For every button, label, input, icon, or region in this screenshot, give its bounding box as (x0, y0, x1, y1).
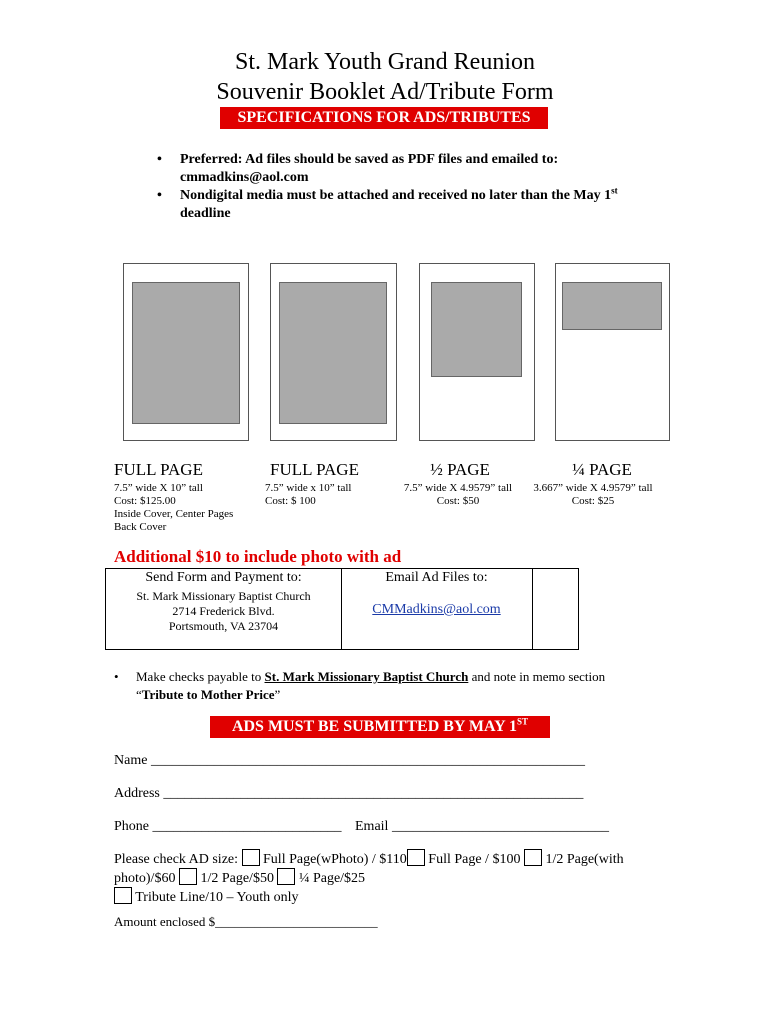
bullet-text (180, 187, 670, 205)
email-cell (341, 569, 533, 649)
option-label: Tribute Line/10 – Youth only (135, 890, 299, 905)
ad-area (431, 282, 522, 377)
list-item (150, 151, 670, 187)
quote-mark: “ (136, 687, 142, 702)
payee-name: St. Mark Missionary Baptist Church (264, 669, 469, 684)
address-line: St. Mark Missionary Baptist Church (136, 589, 311, 603)
checkbox-half-photo[interactable] (524, 849, 542, 866)
send-cell (106, 569, 342, 649)
bullet-icon: • (114, 669, 119, 684)
amount-field[interactable] (114, 914, 378, 930)
size-dims: 7.5” wide X 4.9579” tall (403, 482, 513, 494)
option-label: Full Page / $100 (428, 852, 521, 867)
size-label: FULL PAGE (114, 460, 203, 479)
quote-mark: ” (274, 687, 281, 702)
size-details (265, 482, 351, 508)
phone-line[interactable]: ___________________________ (152, 819, 342, 834)
bullet-text: Preferred: Ad files should be saved as PDF files and emailed to: (180, 152, 559, 167)
option-label: Full Page(wPhoto) / $110 (263, 852, 407, 867)
ad-area (279, 282, 387, 424)
size-cost: Cost: $50 (436, 495, 480, 507)
checkbox-quarter[interactable] (277, 868, 295, 885)
email-label: Email (355, 819, 389, 834)
page-thumbnail-full-2 (270, 263, 397, 441)
phone-field[interactable] (114, 819, 609, 835)
page-thumbnail-full-1 (123, 263, 249, 441)
ad-area (562, 282, 662, 330)
size-note: Inside Cover, Center Pages (114, 508, 234, 520)
size-cost: Cost: $25 (571, 495, 615, 507)
bullet-text-cont: deadline (180, 206, 231, 221)
size-label: ¼ PAGE (572, 460, 632, 479)
deadline-superscript: ST (517, 716, 529, 727)
deadline-text: ADS MUST BE SUBMITTED BY MAY 1 (231, 718, 518, 735)
size-label: FULL PAGE (270, 460, 359, 479)
payment-text: Make checks payable to (136, 669, 265, 684)
size-details (114, 482, 233, 534)
size-dims: 7.5” wide x 10” tall (265, 482, 352, 494)
email-line[interactable]: _______________________________ (391, 819, 609, 834)
phone-label: Phone (114, 819, 149, 834)
email-link[interactable]: CMMadkins@aol.com (372, 602, 501, 617)
checkbox-tribute-line[interactable] (114, 887, 132, 904)
size-cost: Cost: $125.00 (114, 495, 176, 507)
page-thumbnail-quarter (555, 263, 670, 441)
email-header: Email Ad Files to: (385, 570, 488, 585)
checkbox-full-photo[interactable] (242, 849, 260, 866)
amount-label: Amount enclosed $ (114, 914, 216, 929)
payment-note (114, 668, 674, 704)
bullet-text-main: Nondigital media must be attached and received no later than the May 1 (180, 188, 612, 203)
name-field[interactable] (114, 753, 585, 769)
bullet-superscript: st (611, 185, 618, 196)
page-thumbnail-half (419, 263, 535, 441)
size-details (527, 482, 659, 508)
memo-text: Tribute to Mother Price (141, 687, 275, 702)
size-label: ½ PAGE (430, 460, 490, 479)
address-label: Address (114, 786, 160, 801)
checkbox-full[interactable] (407, 849, 425, 866)
contact-table (105, 568, 579, 650)
name-line[interactable]: ______________________________________________________________ (150, 753, 585, 768)
size-dims: 7.5” wide X 10” tall (114, 482, 203, 494)
bullet-icon: • (157, 152, 162, 167)
spec-bullets (150, 151, 670, 223)
address-line-input[interactable]: ____________________________________________________________ (163, 786, 584, 801)
name-label: Name (114, 753, 148, 768)
size-cost: Cost: $ 100 (265, 495, 316, 507)
form-subtitle: Souvenir Booklet Ad/Tribute Form (216, 79, 554, 105)
ad-area (132, 282, 240, 424)
size-prompt: Please check AD size: (114, 852, 239, 867)
ad-size-options (114, 849, 654, 906)
bullet-email: cmmadkins@aol.com (180, 170, 309, 185)
list-item (150, 187, 670, 223)
option-label: ¼ Page/$25 (298, 871, 366, 886)
address-field[interactable] (114, 786, 583, 802)
size-dims: 3.667” wide X 4.9579” tall (533, 482, 653, 494)
checkbox-half[interactable] (179, 868, 197, 885)
photo-note: Additional $10 to include photo with ad (114, 547, 402, 566)
option-label: 1/2 Page/$50 (200, 871, 274, 886)
size-details (395, 482, 521, 508)
deadline-banner (210, 716, 550, 738)
amount-line[interactable]: _________________________ (215, 914, 378, 929)
option-label: 1/2 Page(with (545, 852, 624, 867)
send-header: Send Form and Payment to: (145, 570, 302, 585)
address-line: Portsmouth, VA 23704 (168, 619, 279, 633)
address-line: 2714 Frederick Blvd. (172, 604, 275, 618)
option-label: photo)/$60 (114, 871, 176, 886)
spec-banner: SPECIFICATIONS FOR ADS/TRIBUTES (220, 107, 548, 129)
size-note: Back Cover (114, 521, 167, 533)
payment-text: and note in memo section (468, 669, 606, 684)
form-title: St. Mark Youth Grand Reunion (234, 49, 535, 75)
bullet-icon: • (157, 188, 162, 203)
